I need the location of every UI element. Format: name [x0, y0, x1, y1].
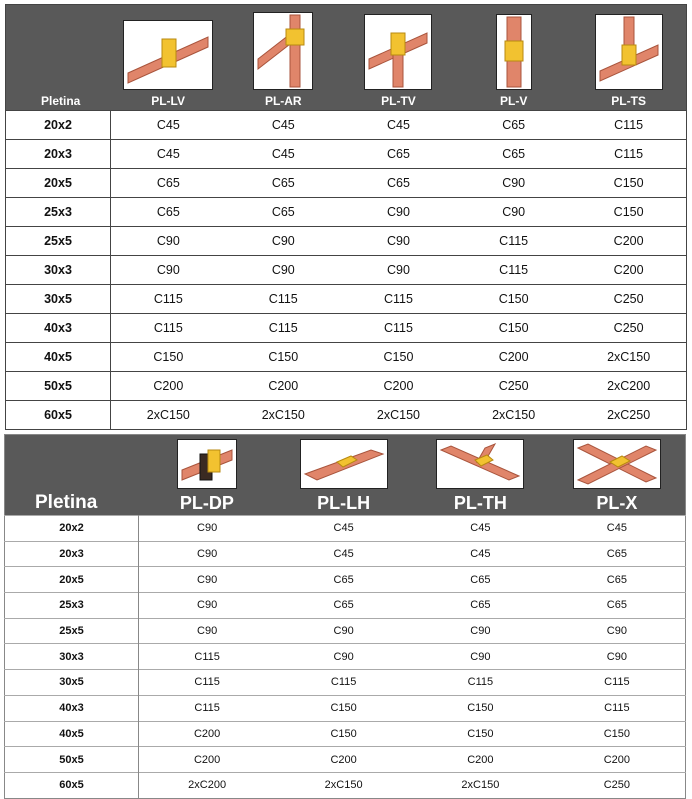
column-header-label: PL-X — [596, 493, 638, 513]
table-cell: C90 — [111, 227, 226, 256]
table-cell: C90 — [412, 644, 549, 670]
table-row — [5, 721, 686, 747]
table-cell: C65 — [275, 567, 412, 593]
table-cell: C45 — [111, 111, 226, 140]
table-cell: C200 — [139, 721, 276, 747]
column-header — [275, 435, 412, 516]
column-header — [412, 435, 549, 516]
table-row — [6, 256, 687, 285]
table-cell: C90 — [275, 618, 412, 644]
row-label: 40x5 — [5, 721, 139, 747]
row-label: 30x5 — [5, 670, 139, 696]
row-label: 30x3 — [6, 256, 111, 285]
table-row — [6, 401, 687, 430]
column-header-label: PL-DP — [179, 493, 234, 513]
column-header — [226, 5, 341, 111]
column-header-label: PL-LH — [317, 493, 371, 513]
table-row — [6, 314, 687, 343]
table-cell: C65 — [226, 198, 341, 227]
table-cell: C45 — [341, 111, 456, 140]
table-cell: C150 — [549, 721, 686, 747]
table-cell: C115 — [111, 285, 226, 314]
table-cell: C200 — [549, 747, 686, 773]
table-cell: C90 — [341, 256, 456, 285]
table-cell: C90 — [456, 169, 571, 198]
table-cell: 2xC250 — [571, 401, 686, 430]
table-cell: C115 — [412, 670, 549, 696]
table-cell: C65 — [226, 169, 341, 198]
table-cell: C90 — [226, 227, 341, 256]
table-row — [5, 644, 686, 670]
table-row — [5, 747, 686, 773]
table-cell: C45 — [412, 516, 549, 542]
table-cell: C250 — [549, 772, 686, 798]
table-cell: C150 — [275, 695, 412, 721]
table-header-row — [5, 435, 686, 516]
column-header — [456, 5, 571, 111]
table-cell: C65 — [549, 593, 686, 619]
table-cell: C65 — [549, 567, 686, 593]
table-cell: C150 — [226, 343, 341, 372]
pl-tv-connector-icon — [364, 14, 432, 90]
table-cell: C65 — [111, 169, 226, 198]
table-cell: 2xC150 — [571, 343, 686, 372]
table-cell: C250 — [456, 372, 571, 401]
table-cell: C115 — [226, 314, 341, 343]
table-cell: C150 — [111, 343, 226, 372]
table-cell: C115 — [139, 670, 276, 696]
table-cell: C45 — [111, 140, 226, 169]
pl-dp-connector-icon — [177, 439, 237, 489]
row-label: 40x3 — [6, 314, 111, 343]
table-cell: C115 — [139, 644, 276, 670]
table-cell: C250 — [571, 314, 686, 343]
connector-table-horizontal — [4, 434, 686, 799]
table-row — [6, 198, 687, 227]
table-cell: C250 — [571, 285, 686, 314]
column-header-label: PL-AR — [264, 94, 302, 108]
connector-table-vertical — [5, 4, 687, 430]
row-label: 50x5 — [6, 372, 111, 401]
table-cell: C115 — [226, 285, 341, 314]
table-cell: C150 — [571, 198, 686, 227]
table-cell: C90 — [549, 644, 686, 670]
pl-th-connector-icon — [436, 439, 524, 489]
row-label: 25x3 — [5, 593, 139, 619]
table-cell: C150 — [456, 285, 571, 314]
table-cell: C200 — [571, 227, 686, 256]
table-cell: C90 — [111, 256, 226, 285]
table-cell: 2xC150 — [341, 401, 456, 430]
row-label: 20x3 — [6, 140, 111, 169]
column-header-label: PL-TS — [611, 94, 646, 108]
row-label: 25x5 — [6, 227, 111, 256]
table-cell: C90 — [139, 618, 276, 644]
table-cell: C90 — [549, 618, 686, 644]
table-cell: C90 — [341, 198, 456, 227]
table-cell: C90 — [139, 516, 276, 542]
table-cell: 2xC150 — [111, 401, 226, 430]
table-cell: C150 — [341, 343, 456, 372]
table-cell: C115 — [275, 670, 412, 696]
table-cell: C115 — [456, 227, 571, 256]
pl-ts-connector-icon — [595, 14, 663, 90]
table-cell: C90 — [412, 618, 549, 644]
table-cell: C90 — [139, 541, 276, 567]
row-label: 60x5 — [5, 772, 139, 798]
table-cell: 2xC200 — [139, 772, 276, 798]
row-label: 20x5 — [6, 169, 111, 198]
table-cell: 2xC150 — [412, 772, 549, 798]
table-cell: C45 — [226, 140, 341, 169]
table-row — [6, 285, 687, 314]
column-header-label: PL-TH — [453, 493, 507, 513]
column-header — [549, 435, 686, 516]
table-cell: C90 — [139, 567, 276, 593]
column-header — [139, 435, 276, 516]
pl-x-connector-icon — [573, 439, 661, 489]
table-cell: C200 — [111, 372, 226, 401]
table-row — [5, 695, 686, 721]
row-label: 25x3 — [6, 198, 111, 227]
table-cell: C65 — [549, 541, 686, 567]
table-cell: C45 — [226, 111, 341, 140]
table-row — [6, 227, 687, 256]
table-cell: C200 — [275, 747, 412, 773]
row-label: 30x3 — [5, 644, 139, 670]
row-label: 20x5 — [5, 567, 139, 593]
table-cell: 2xC150 — [226, 401, 341, 430]
table-cell: C150 — [412, 695, 549, 721]
row-label: 40x3 — [5, 695, 139, 721]
table-cell: C200 — [226, 372, 341, 401]
table-cell: C90 — [341, 227, 456, 256]
table-cell: C115 — [111, 314, 226, 343]
table-row — [5, 593, 686, 619]
table-cell: C115 — [456, 256, 571, 285]
table-cell: C45 — [275, 516, 412, 542]
table-cell: C90 — [275, 644, 412, 670]
table-row — [5, 516, 686, 542]
table-cell: C65 — [341, 169, 456, 198]
table-cell: C65 — [412, 567, 549, 593]
row-label: 60x5 — [6, 401, 111, 430]
table-cell: C150 — [275, 721, 412, 747]
table-cell: C65 — [341, 140, 456, 169]
table-cell: C90 — [456, 198, 571, 227]
table-row — [5, 670, 686, 696]
table-cell: C115 — [571, 111, 686, 140]
table-cell: 2xC150 — [275, 772, 412, 798]
column-header — [341, 5, 456, 111]
table-cell: C90 — [226, 256, 341, 285]
row-label: 20x2 — [5, 516, 139, 542]
row-header-label: Pletina — [5, 435, 139, 516]
table-cell: C65 — [111, 198, 226, 227]
table-row — [5, 772, 686, 798]
table-cell: C200 — [456, 343, 571, 372]
table-row — [6, 140, 687, 169]
table-cell: C45 — [549, 516, 686, 542]
table-row — [6, 169, 687, 198]
table-cell: C45 — [412, 541, 549, 567]
row-label: 30x5 — [6, 285, 111, 314]
column-header — [111, 5, 226, 111]
row-label: 40x5 — [6, 343, 111, 372]
table-row — [6, 372, 687, 401]
table-cell: C150 — [571, 169, 686, 198]
table-cell: C200 — [341, 372, 456, 401]
row-label: 20x2 — [6, 111, 111, 140]
table-cell: C200 — [139, 747, 276, 773]
pl-lh-connector-icon — [300, 439, 388, 489]
row-label: 20x3 — [5, 541, 139, 567]
column-header-label: PL-TV — [381, 94, 416, 108]
row-header-label: Pletina — [6, 5, 111, 111]
table-cell: C115 — [549, 670, 686, 696]
column-header — [571, 5, 686, 111]
column-header-label: PL-LV — [151, 94, 185, 108]
table-row — [5, 541, 686, 567]
table-cell: 2xC200 — [571, 372, 686, 401]
table-cell: C150 — [412, 721, 549, 747]
table-row — [5, 618, 686, 644]
table-cell: C65 — [456, 140, 571, 169]
table-cell: C45 — [275, 541, 412, 567]
table-cell: C115 — [549, 695, 686, 721]
table-cell: C115 — [341, 314, 456, 343]
table-cell: C115 — [139, 695, 276, 721]
table-header-row — [6, 5, 687, 111]
table-cell: 2xC150 — [456, 401, 571, 430]
table-cell: C65 — [456, 111, 571, 140]
table-row — [6, 343, 687, 372]
pl-lv-connector-icon — [123, 20, 213, 90]
table-cell: C150 — [456, 314, 571, 343]
table-row — [6, 111, 687, 140]
row-label: 50x5 — [5, 747, 139, 773]
table-row — [5, 567, 686, 593]
table-cell: C200 — [571, 256, 686, 285]
table-cell: C65 — [275, 593, 412, 619]
table-cell: C115 — [341, 285, 456, 314]
row-label: 25x5 — [5, 618, 139, 644]
pl-v-connector-icon — [496, 14, 532, 90]
table-cell: C90 — [139, 593, 276, 619]
pl-ar-connector-icon — [253, 12, 313, 90]
table-cell: C115 — [571, 140, 686, 169]
column-header-label: PL-V — [499, 94, 528, 108]
table-cell: C200 — [412, 747, 549, 773]
table-cell: C65 — [412, 593, 549, 619]
